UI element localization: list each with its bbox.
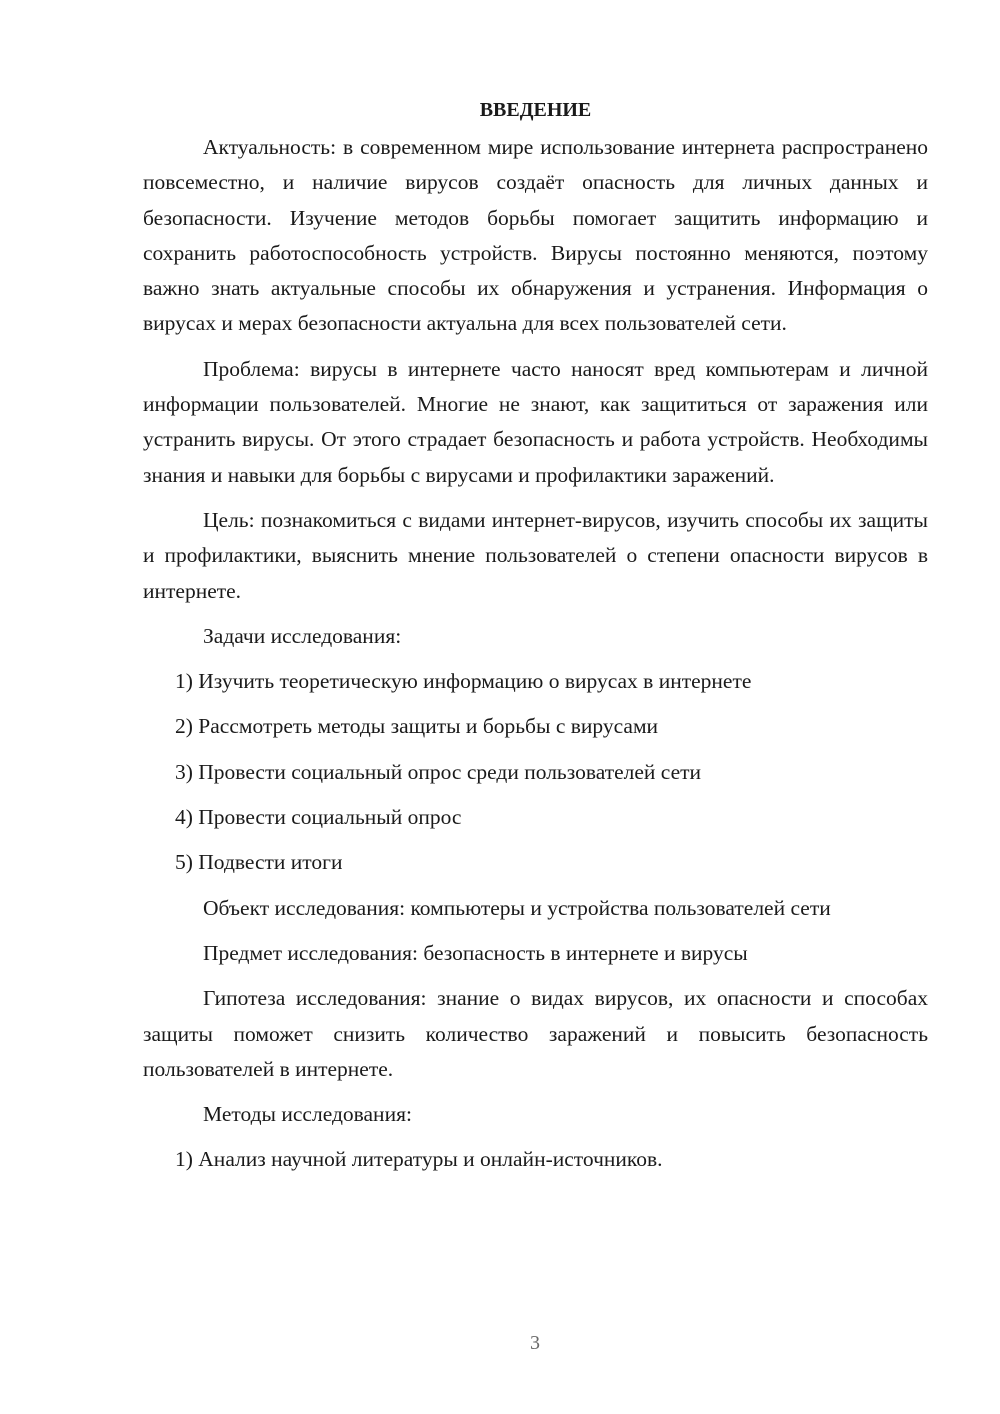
task-item: 3) Провести социальный опрос среди пользователей сети: [175, 759, 702, 784]
method-item: 1) Анализ научной литературы и онлайн-источников.: [175, 1147, 663, 1172]
subject-paragraph: Предмет исследования: безопасность в интернете и вирусы: [203, 940, 748, 965]
object-paragraph: Объект исследования: компьютеры и устройства пользователей сети: [203, 895, 831, 920]
hypothesis-paragraph: Гипотеза исследования: знание о видах вирусов, их опасности и способах защиты поможет снизить количество заражений и повысить безопасность пользователей в интернете.: [143, 986, 928, 1081]
task-item: 4) Провести социальный опрос: [175, 805, 462, 830]
tasks-heading: Задачи исследования:: [203, 623, 402, 648]
page-number: 3: [530, 1332, 540, 1354]
methods-heading: Методы исследования:: [203, 1102, 412, 1127]
problem-paragraph: Проблема: вирусы в интернете часто наносят вред компьютерам и личной информации пользователей. Многие не знают, как защититься от заражения или устранить вирусы. От этого страдает безопасность и работа устройств. Необходимы знания и навыки для борьбы с вирусами и профилактики заражений.: [143, 356, 928, 487]
page-content: [143, 92, 928, 1188]
task-item: 1) Изучить теоретическую информацию о вирусах в интернете: [175, 669, 752, 694]
task-item: 2) Рассмотреть методы защиты и борьбы с вирусами: [175, 714, 659, 739]
section-heading: ВВЕДЕНИЕ: [479, 99, 592, 121]
relevance-paragraph: Актуальность: в современном мире использование интернета распространено повсеместно, и наличие вирусов создаёт опасность для личных данных и безопасности. Изучение методов борьбы помогает защитить информацию и сохранить работоспособность устройств. Вирусы постоянно меняются, поэтому важно знать актуальные способы их обнаружения и устранения. Информация о вирусах и мерах безопасности актуальна для всех пользователей сети.: [143, 135, 928, 336]
goal-paragraph: Цель: познакомиться с видами интернет-вирусов, изучить способы их защиты и профилактики, выяснить мнение пользователей о степени опасности вирусов в интернете.: [143, 507, 928, 603]
task-item: 5) Подвести итоги: [175, 850, 343, 875]
